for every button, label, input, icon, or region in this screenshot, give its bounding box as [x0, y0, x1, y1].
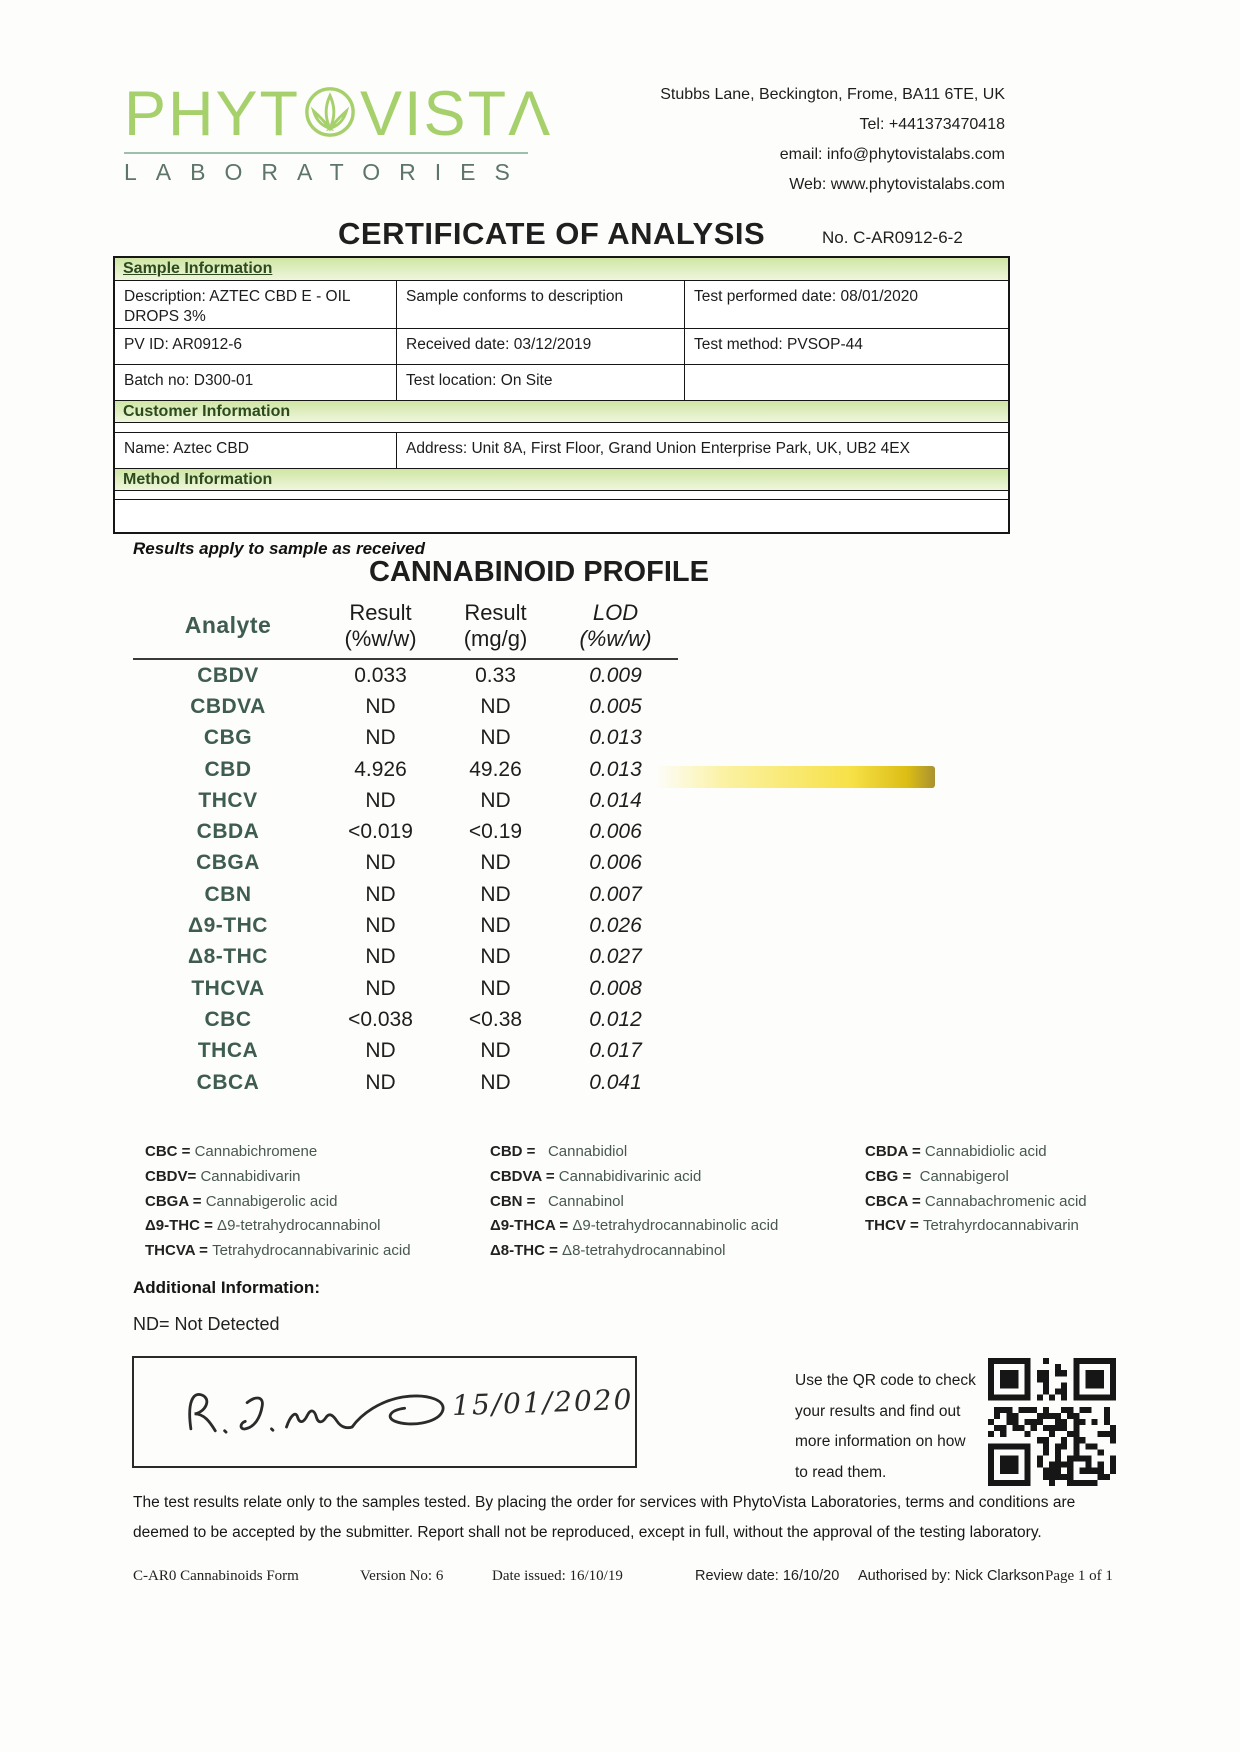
legend-entry: CBD = Cannabidiol: [490, 1143, 628, 1160]
column-header-result-mg: Result (mg/g): [463, 599, 528, 651]
legend-entry: THCV = Tetrahyrdocannabivarin: [865, 1217, 1079, 1235]
pv-id-cell: PV ID: AR0912-6: [115, 329, 397, 364]
lab-address: Stubbs Lane, Beckington, Frome, BA11 6TE, UK: [660, 86, 1005, 103]
logo-text-part2: VIST: [360, 79, 509, 149]
column-header-lod: LOD (%w/w): [579, 599, 652, 651]
table-row: THCA ND ND 0.017: [197, 1039, 642, 1063]
signature-date: 15/01/2020: [451, 1382, 634, 1423]
table-row: CBD 4.926 49.26 0.013: [204, 757, 642, 781]
footer-form-name: C-AR0 Cannabinoids Form: [133, 1568, 299, 1584]
legend-entry: THCVA = Tetrahydrocannabivarinic acid: [145, 1242, 411, 1260]
info-table: [113, 256, 1010, 534]
spacer: [115, 491, 1008, 499]
sample-information-header: Sample Information: [115, 258, 1008, 281]
abbreviation-legend-col2: [490, 1140, 778, 1264]
footer-authorised-by: Authorised by: Nick Clarkson: [858, 1568, 1045, 1584]
lab-email: email: info@phytovistalabs.com: [779, 146, 1005, 163]
leaf-o-icon: [303, 85, 357, 150]
qr-code: [988, 1358, 1116, 1491]
spacer: [115, 423, 1008, 432]
footer-version: Version No: 6: [360, 1568, 444, 1584]
legend-entry: Δ9-THCA = Δ9-tetrahydrocannabinolic acid: [490, 1217, 779, 1235]
customer-address-cell: Address: Unit 8A, First Floor, Grand Union Enterprise Park, UK, UB2 4EX: [406, 440, 910, 457]
legend-entry: CBGA = Cannabigerolic acid: [145, 1192, 338, 1210]
logo-divider-line: [124, 152, 528, 154]
table-row: [115, 329, 1008, 365]
logo-subtitle: LABORATORIES: [124, 159, 529, 185]
table-row: [115, 281, 1008, 329]
table-row: Δ8-THC ND ND 0.027: [188, 945, 642, 969]
table-row: THCVA ND ND 0.008: [191, 976, 642, 1000]
legend-entry: Δ9-THC = Δ9-tetrahydrocannabinol: [145, 1217, 381, 1235]
method-empty-row: [115, 499, 1008, 532]
table-row: CBC <0.038 <0.38 0.012: [204, 1007, 642, 1031]
table-row: CBDA <0.019 <0.19 0.006: [196, 820, 642, 844]
lab-contact-block: [660, 80, 1005, 200]
received-date-cell: Received date: 03/12/2019: [397, 329, 685, 364]
legend-entry: CBDA = Cannabidiolic acid: [865, 1143, 1047, 1160]
table-row: THCV ND ND 0.014: [198, 788, 642, 812]
method-information-header: Method Information: [115, 468, 1008, 491]
signature-box: [132, 1356, 637, 1468]
signature-handwriting: [174, 1372, 474, 1457]
table-row: CBCA ND ND 0.041: [196, 1070, 642, 1094]
lab-telephone: Tel: +441373470418: [859, 116, 1005, 133]
legend-entry: CBDVA = Cannabidivarinic acid: [490, 1167, 702, 1185]
lab-website: Web: www.phytovistalabs.com: [789, 176, 1005, 193]
logo-text-part1: PHYT: [124, 79, 301, 149]
profile-header-row: [133, 596, 678, 660]
empty-cell: [685, 365, 1008, 400]
column-header-result-pct: Result (%w/w): [344, 599, 417, 651]
cannabinoid-profile-table: [133, 596, 678, 1098]
column-header-analyte: Analyte: [184, 612, 272, 638]
footer-page-number: Page 1 of 1: [1045, 1568, 1113, 1584]
table-row: [115, 365, 1008, 400]
legend-entry: CBDV= Cannabidivarin: [145, 1167, 301, 1185]
nd-definition: ND= Not Detected: [133, 1314, 280, 1334]
table-row: CBGA ND ND 0.006: [196, 851, 642, 875]
test-location-cell: Test location: On Site: [397, 365, 685, 400]
table-row: CBN ND ND 0.007: [204, 882, 642, 906]
legend-entry: Δ8-THC = Δ8-tetrahydrocannabinol: [490, 1242, 726, 1260]
legend-entry: CBC = Cannabichromene: [145, 1143, 318, 1160]
additional-information-title: Additional Information:: [133, 1278, 320, 1297]
certificate-title: CERTIFICATE OF ANALYSIS: [338, 216, 766, 251]
footer-review-date: Review date: 16/10/20: [695, 1568, 840, 1584]
legend-entry: CBG = Cannabigerol: [865, 1167, 1009, 1185]
certificate-number: No. C-AR0912-6-2: [822, 228, 963, 247]
logo-text-part3: Λ: [508, 79, 553, 149]
results-note: Results apply to sample as received: [133, 539, 425, 558]
abbreviation-legend-col1: [145, 1140, 411, 1264]
test-method-cell: Test method: PVSOP-44: [694, 336, 863, 353]
phytovista-logo: [124, 79, 553, 186]
customer-information-header: Customer Information: [115, 400, 1008, 423]
table-row: CBG ND ND 0.013: [203, 726, 642, 750]
sample-description-cell: Description: AZTEC CBD E - OIL DROPS 3%: [115, 281, 397, 328]
table-row: [115, 432, 1008, 468]
batch-no-cell: Batch no: D300-01: [115, 365, 397, 400]
highlighter-mark: [655, 766, 935, 788]
qr-instructions: Use the QR code to check your results and find out more information on how to read them.: [795, 1372, 976, 1481]
sample-conforms-cell: Sample conforms to description: [397, 281, 685, 328]
cannabinoid-profile-title: CANNABINOID PROFILE: [369, 556, 709, 588]
test-performed-date-cell: Test performed date: 08/01/2020: [694, 288, 919, 305]
table-row: Δ9-THC ND ND 0.026: [188, 914, 642, 938]
logo-wordmark: [124, 79, 553, 149]
legend-entry: CBCA = Cannabachromenic acid: [865, 1192, 1087, 1210]
disclaimer-text: The test results relate only to the samples tested. By placing the order for services with PhytoVista Laboratories, terms and conditions are deemed to be accepted by the submitter. Report shall not be reproduced, except in full, without the approval of the testing laboratory.: [133, 1494, 1076, 1541]
footer-date-issued: Date issued: 16/10/19: [492, 1568, 623, 1584]
legend-entry: CBN = Cannabinol: [490, 1192, 624, 1210]
customer-name-cell: Name: Aztec CBD: [115, 433, 397, 468]
table-row: CBDV 0.033 0.33 0.009: [197, 663, 642, 687]
table-row: CBDVA ND ND 0.005: [190, 694, 642, 718]
abbreviation-legend-col3: [865, 1140, 1087, 1239]
